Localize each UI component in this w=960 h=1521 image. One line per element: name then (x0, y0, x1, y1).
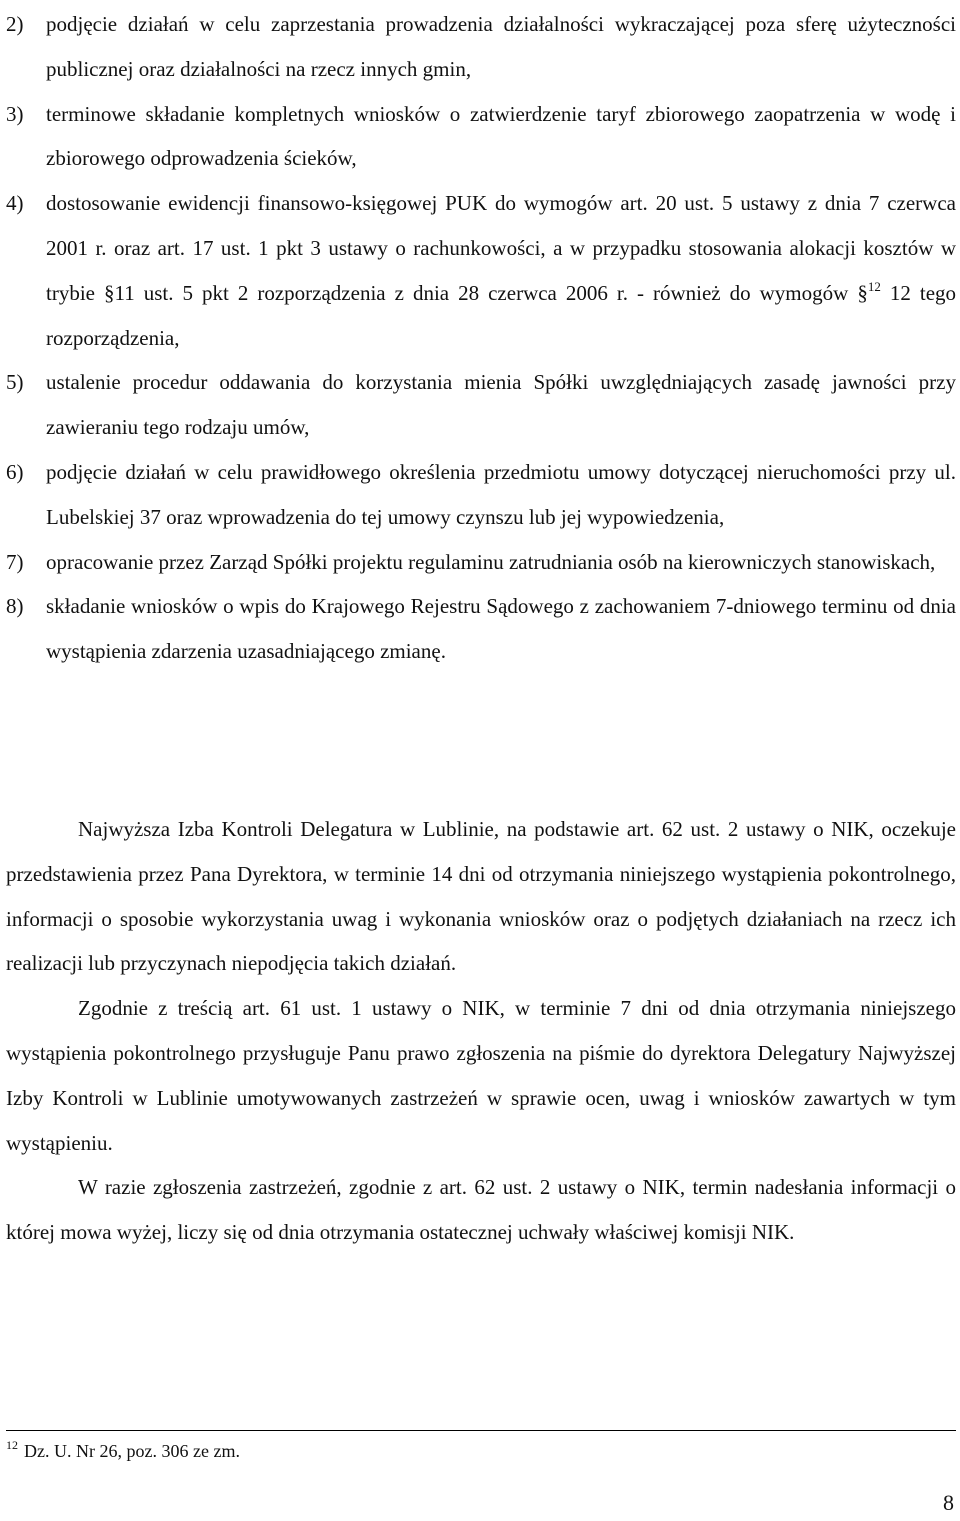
list-item (6, 584, 956, 674)
footnote (6, 1438, 240, 1462)
list-item-text: podjęcie działań w celu zaprzestania prowadzenia działalności wykraczającej poza sferę użyteczności publicznej oraz działalności na rzecz innych gmin, (46, 12, 956, 81)
list-item (6, 450, 956, 540)
list-item-text: składanie wniosków o wpis do Krajowego Rejestru Sądowego z zachowaniem 7-dniowego terminu od dnia wystąpienia zdarzenia uzasadniającego zmianę. (46, 594, 956, 664)
list-item (6, 540, 956, 585)
paragraph: W razie zgłoszenia zastrzeżeń, zgodnie z art. 62 ust. 2 ustawy o NIK, termin nadesłania informacji o której mowa wyżej, liczy się od dnia otrzymania ostatecznej uchwały właściwej komisji NIK. (6, 1175, 956, 1245)
list-item-number: 7) (6, 549, 24, 574)
paragraph: Zgodnie z treścią art. 61 ust. 1 ustawy o NIK, w terminie 7 dni od dnia otrzymania niniejszego wystąpienia pokontrolnego przysługuje Panu prawo zgłoszenia na piśmie do dyrektora Delegatury Najwyższej Izby Kontroli w Lublinie umotywowanych zastrzeżeń w sprawie ocen, uwag i wniosków zawartych w tym wystąpieniu. (6, 996, 956, 1155)
list-item-number: 6) (6, 459, 24, 484)
list-item (6, 181, 956, 360)
list-item-text: opracowanie przez Zarząd Spółki projektu regulaminu zatrudniania osób na kierowniczych stanowiskach, (46, 549, 936, 574)
list-item-text-part-c: 12 tego rozporządzenia, (46, 280, 957, 350)
page-number: 8 (943, 1490, 954, 1515)
list-item-number: 5) (6, 370, 24, 395)
recommendations-list (6, 2, 956, 674)
list-item-text: terminowe składanie kompletnych wniosków o zatwierdzenie taryf zbiorowego zaopatrzenia w wodę i zbiorowego odprowadzenia ścieków, (46, 101, 956, 171)
section-sign: § (857, 280, 868, 305)
list-item-text: ustalenie procedur oddawania do korzystania mienia Spółki uwzględniających zasadę jawności przy zawieraniu tego rodzaju umów, (46, 370, 956, 440)
list-item-text-part-b: 11 ust. 5 pkt 2 rozporządzenia z dnia 28 czerwca 2006 r. - również do wymogów (114, 280, 858, 305)
footnote-mark: 12 (6, 1438, 18, 1452)
footnote-divider (6, 1430, 956, 1431)
list-item (6, 360, 956, 450)
list-item-number: 4) (6, 191, 24, 216)
body-paragraphs (6, 807, 956, 1255)
footnote-reference[interactable]: 12 (867, 278, 881, 294)
section-sign: § (104, 280, 115, 305)
list-item-number: 3) (6, 101, 24, 126)
list-item-text-part-a: dostosowanie ewidencji finansowo-księgowej PUK do wymogów art. 20 ust. 5 ustawy z dnia 7 czerwca 2001 r. oraz art. 17 ust. 1 pkt 3 ustawy o rachunkowości, a w przypadku stosowania alokacji kosztów w trybie (46, 191, 956, 305)
list-item (6, 2, 956, 92)
list-item-text: podjęcie działań w celu prawidłowego określenia przedmiotu umowy dotyczącej nieruchomości przy ul. Lubelskiej 37 oraz wprowadzenia do tej umowy czynszu lub jej wypowiedzenia, (46, 459, 956, 529)
paragraph: Najwyższa Izba Kontroli Delegatura w Lublinie, na podstawie art. 62 ust. 2 ustawy o NIK, oczekuje przedstawienia przez Pana Dyrektora, w terminie 14 dni od otrzymania niniejszego wystąpienia pokontrolnego, informacji o sposobie wykorzystania uwag i wykonania wniosków oraz o podjętych działaniach na rzecz ich realizacji lub przyczynach niepodjęcia takich działań. (6, 817, 956, 976)
list-item-number: 2) (6, 12, 24, 36)
list-item-number: 8) (6, 594, 24, 619)
list-item (6, 92, 956, 182)
footnote-text: Dz. U. Nr 26, poz. 306 ze zm. (24, 1441, 240, 1461)
